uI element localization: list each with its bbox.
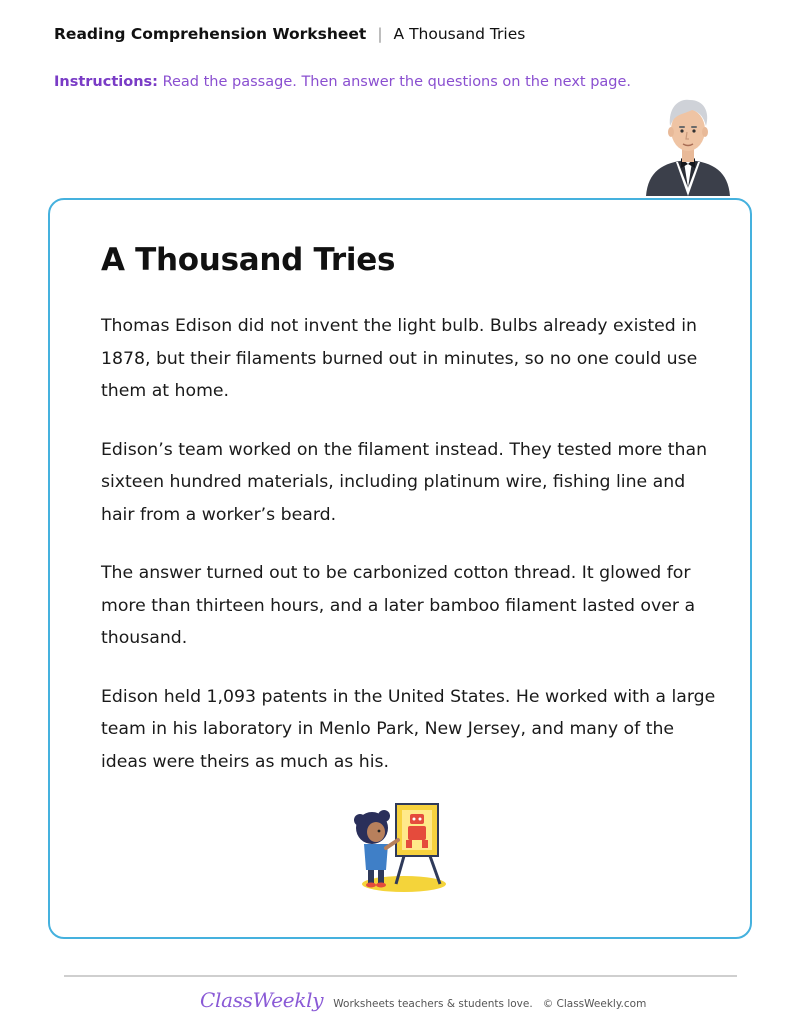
passage-paragraph: Thomas Edison did not invent the light bulb. Bulbs already existed in 1878, but their filaments burned out in minutes, so no one could use them at home.: [101, 316, 698, 401]
worksheet-topic: A Thousand Tries: [393, 25, 526, 43]
passage-paragraph: Edison’s team worked on the filament instead. They tested more than sixteen hundred materials, including platinum wire, fishing line and hair from a worker’s beard.: [101, 439, 708, 525]
passage-paragraph: The answer turned out to be carbonized cotton thread. It glowed for more than thirteen hours, and a later bamboo filament lasted over a thousand.: [101, 563, 696, 648]
worksheet-header: [54, 25, 525, 43]
student-with-easel: [352, 800, 448, 894]
instructions: [54, 74, 631, 90]
footer-tagline: Worksheets teachers & students love.: [333, 998, 533, 1010]
footer: [200, 988, 646, 1012]
footer-divider: [64, 975, 737, 977]
passage-paragraph: Edison held 1,093 patents in the United States. He worked with a large team in his laboratory in Menlo Park, New Jersey, and many of the ideas were theirs as much as his.: [101, 686, 716, 772]
passage-title: A Thousand Tries: [101, 242, 396, 278]
instructions-text: Read the passage. Then answer the questions on the next page.: [162, 74, 632, 90]
edison-portrait: [640, 92, 736, 196]
worksheet-type: Reading Comprehension Worksheet: [54, 25, 367, 43]
instructions-label: Instructions:: [54, 74, 158, 90]
header-separator: |: [377, 25, 383, 43]
footer-copyright: © ClassWeekly.com: [542, 998, 647, 1010]
passage-body: [101, 310, 716, 804]
classweekly-logo[interactable]: ClassWeekly: [200, 988, 324, 1012]
